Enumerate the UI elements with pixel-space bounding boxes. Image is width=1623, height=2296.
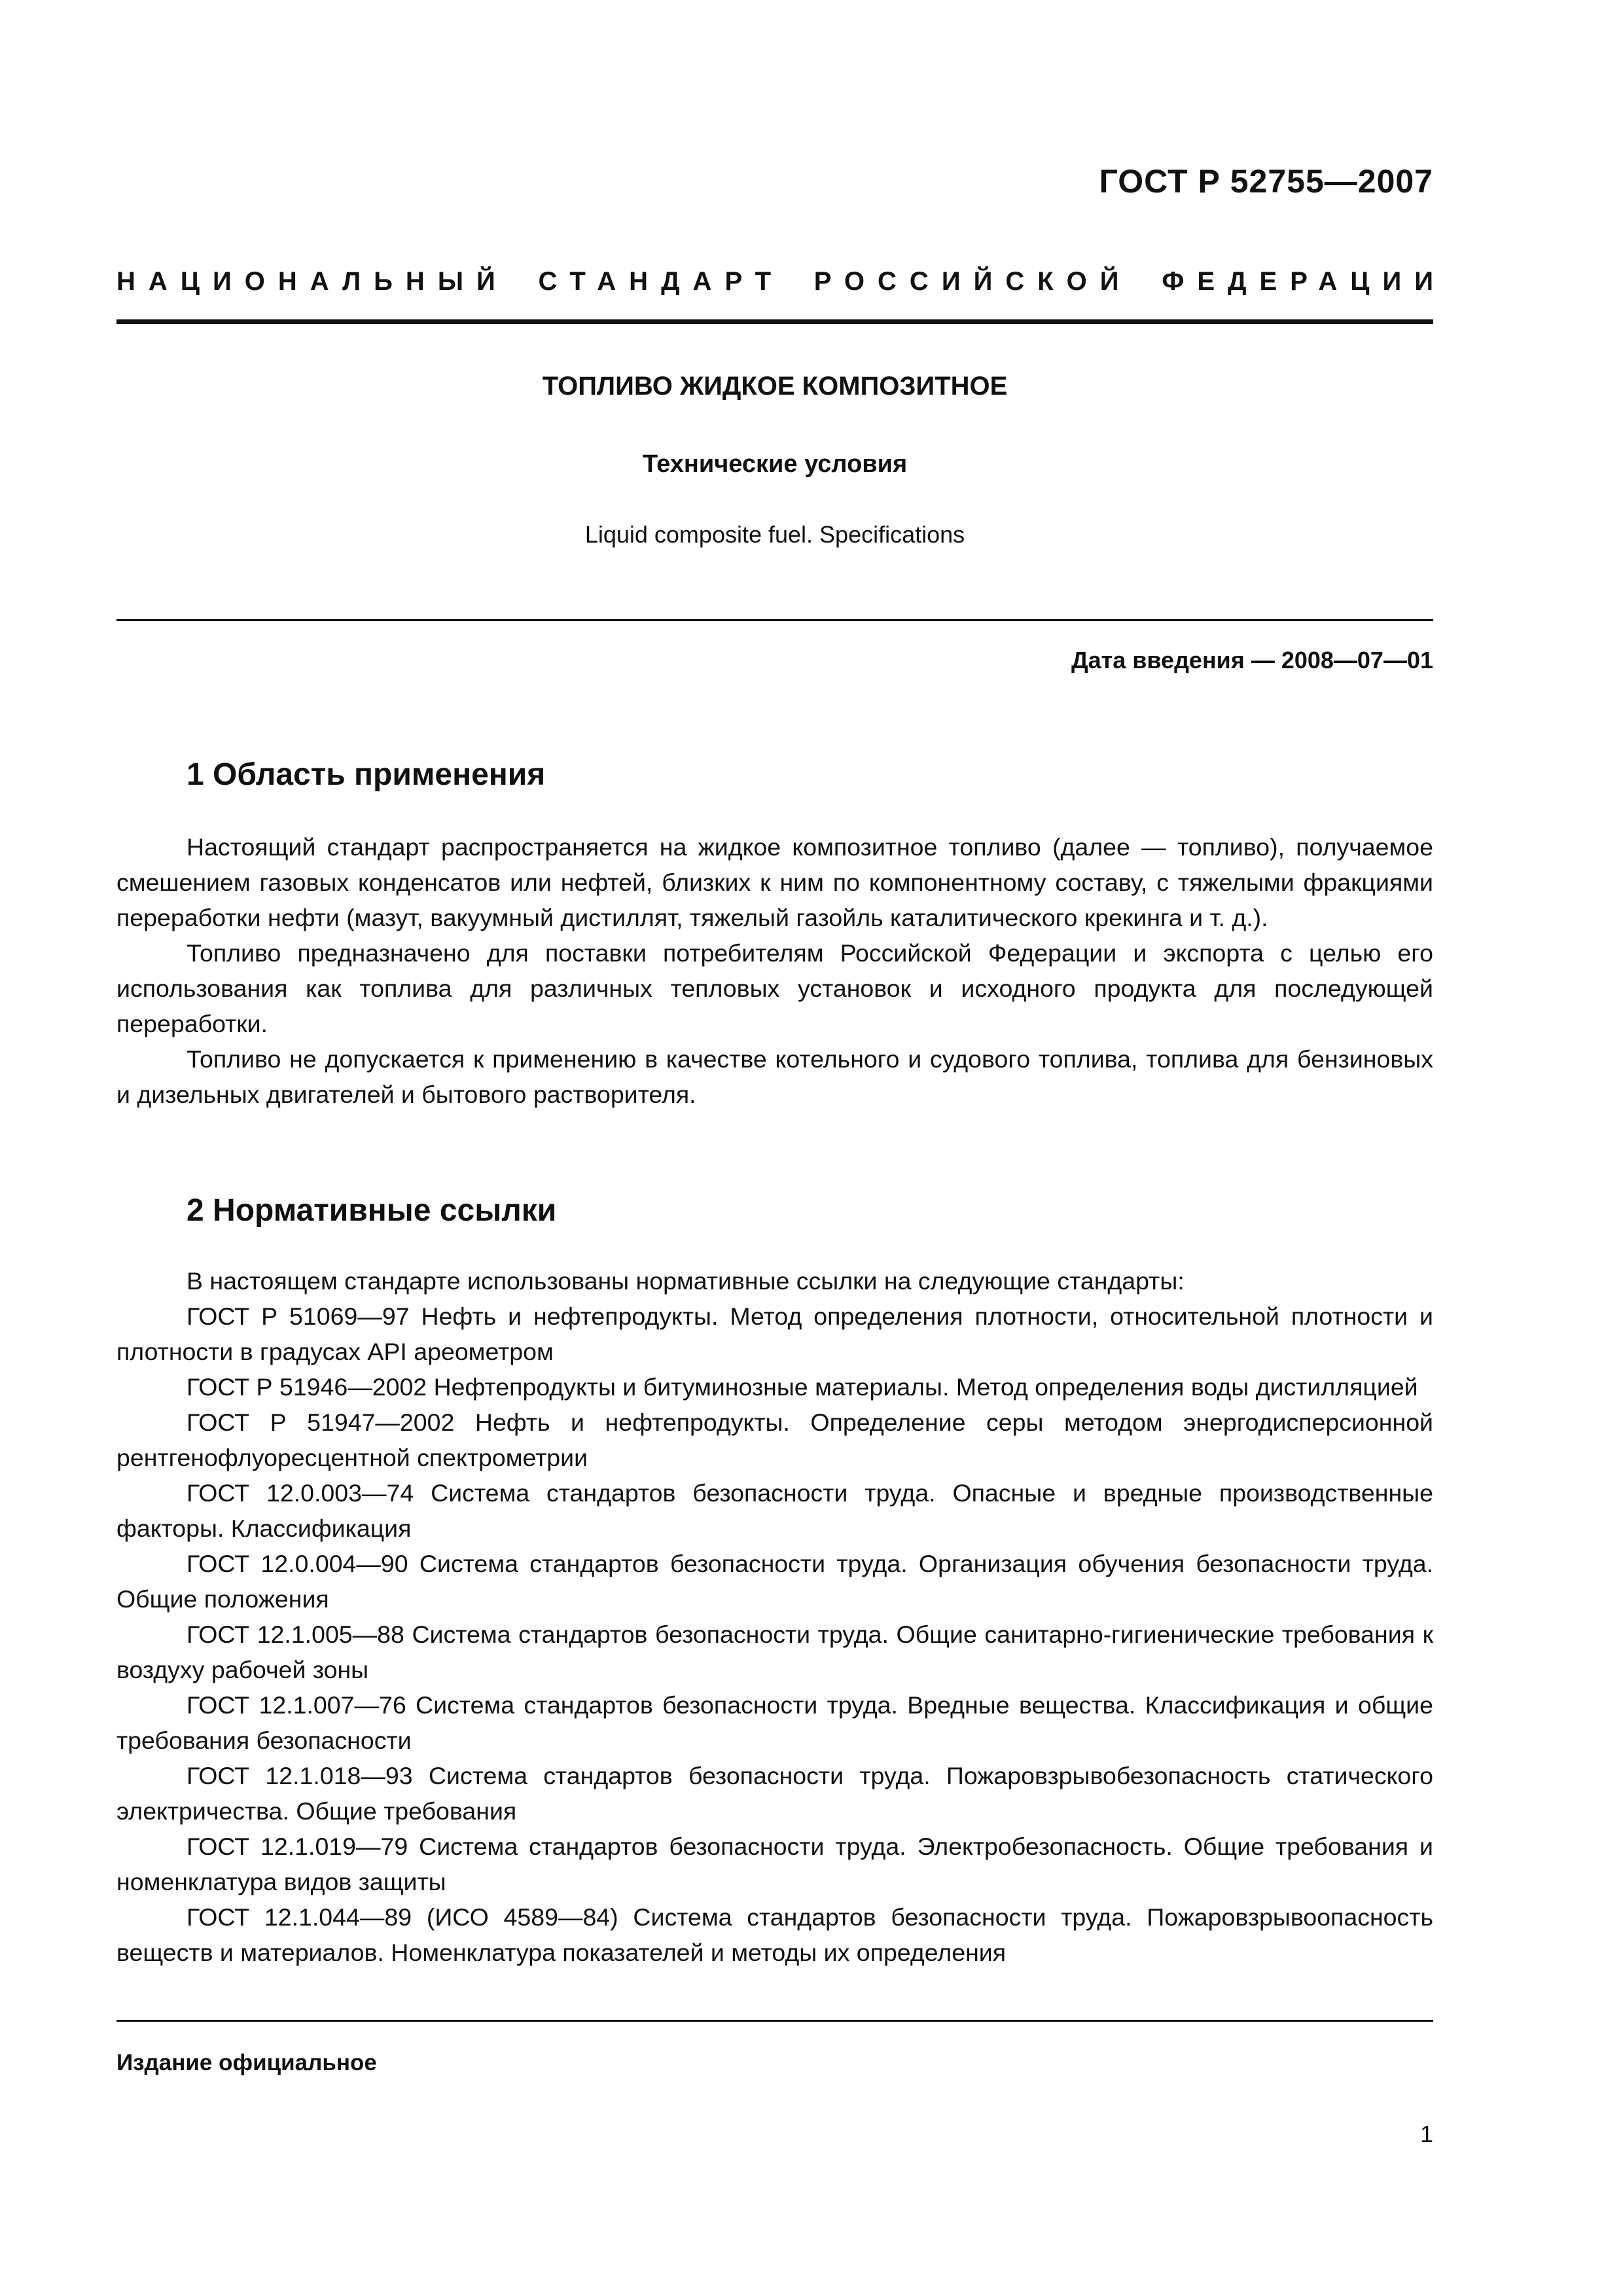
- section-1-body: [116, 829, 1433, 1112]
- reference-item: ГОСТ 12.0.004—90 Система стандартов безопасности труда. Организация обучения безопасности труда. Общие положения: [116, 1550, 1433, 1613]
- reference-item: ГОСТ Р 51946—2002 Нефтепродукты и битуминозные материалы. Метод определения воды дистилляцией: [187, 1373, 1418, 1401]
- official-edition-label: Издание официальное: [116, 2050, 377, 2075]
- reference-item: ГОСТ 12.1.005—88 Система стандартов безопасности труда. Общие санитарно-гигиенические требования к воздуху рабочей зоны: [116, 1621, 1433, 1683]
- banner-word: СТАНДАРТ: [538, 267, 785, 296]
- document-title: ТОПЛИВО ЖИДКОЕ КОМПОЗИТНОЕ: [542, 372, 1008, 401]
- reference-item: ГОСТ 12.0.003—74 Система стандартов безопасности труда. Опасные и вредные производственные факторы. Классификация: [116, 1479, 1433, 1542]
- reference-item: ГОСТ Р 51069—97 Нефть и нефтепродукты. Метод определения плотности, относительной плотности и плотности в градусах API ареометром: [116, 1302, 1433, 1365]
- reference-item: ГОСТ 12.1.044—89 (ИСО 4589—84) Система стандартов безопасности труда. Пожаровзрывоопасность веществ и материалов. Номенклатура показателей и методы их определения: [116, 1903, 1433, 1966]
- banner-word: ФЕДЕРАЦИИ: [1162, 267, 1446, 296]
- section-2-body: [116, 1263, 1433, 1970]
- introduction-date: Дата введения — 2008—07—01: [1071, 647, 1433, 673]
- standard-number: ГОСТ Р 52755—2007: [1099, 163, 1433, 200]
- document-title-english: Liquid composite fuel. Specifications: [584, 521, 965, 548]
- section-2-heading: 2 Нормативные ссылки: [187, 1193, 557, 1228]
- header-divider: [116, 319, 1433, 324]
- banner-word: РОССИЙСКОЙ: [813, 267, 1132, 296]
- banner-word: НАЦИОНАЛЬНЫЙ: [116, 267, 508, 296]
- reference-item: ГОСТ 12.1.007—76 Система стандартов безопасности труда. Вредные вещества. Классификация и общие требования безопасности: [116, 1691, 1433, 1754]
- title-divider: [116, 619, 1433, 621]
- footer-divider: [116, 2020, 1433, 2022]
- reference-item: ГОСТ 12.1.019—79 Система стандартов безопасности труда. Электробезопасность. Общие требования и номенклатура видов защиты: [116, 1833, 1433, 1895]
- paragraph: Топливо не допускается к применению в качестве котельного и судового топлива, топлива для бензиновых и дизельных двигателей и бытового растворителя.: [116, 1045, 1433, 1108]
- document-subtitle: Технические условия: [642, 450, 908, 478]
- paragraph: Топливо предназначено для поставки потребителям Российской Федерации и экспорта с целью его использования как топлива для различных тепловых установок и исходного продукта для последующей переработки.: [116, 939, 1433, 1037]
- paragraph: В настоящем стандарте использованы нормативные ссылки на следующие стандарты:: [187, 1267, 1185, 1295]
- section-1-heading: 1 Область применения: [187, 757, 546, 792]
- reference-item: ГОСТ 12.1.018—93 Система стандартов безопасности труда. Пожаровзрывобезопасность статического электричества. Общие требования: [116, 1762, 1433, 1825]
- page-number: 1: [1419, 2121, 1433, 2147]
- national-standard-banner: [116, 267, 1446, 296]
- paragraph: Настоящий стандарт распространяется на жидкое композитное топливо (далее — топливо), получаемое смешением газовых конденсатов или нефтей, близких к ним по компонентному составу, с тяжелыми фракциями переработки нефти (мазут, вакуумный дистиллят, тяжелый газойль каталитического крекинга и т. д.).: [116, 833, 1433, 931]
- reference-item: ГОСТ Р 51947—2002 Нефть и нефтепродукты. Определение серы методом энергодисперсионной рентгенофлуоресцентной спектрометрии: [116, 1408, 1433, 1471]
